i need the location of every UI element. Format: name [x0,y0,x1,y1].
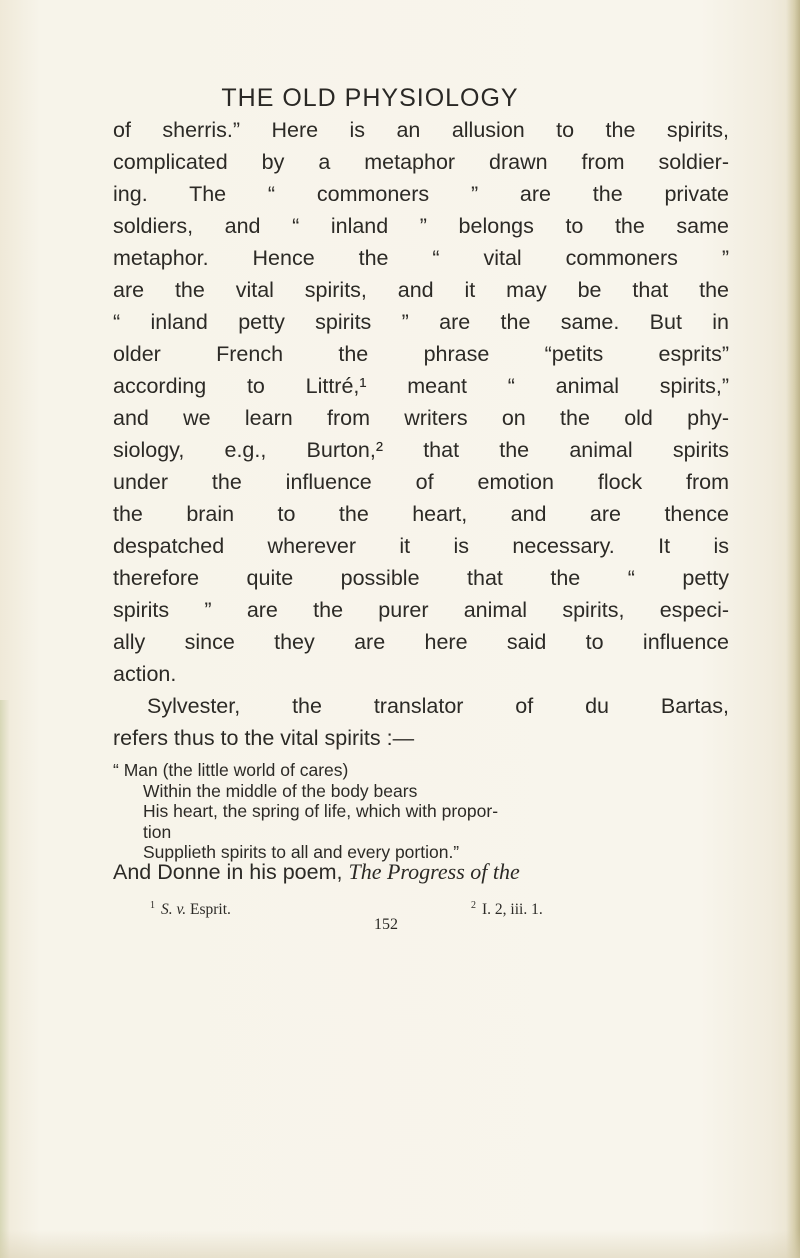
running-head: THE OLD PHYSIOLOGY [221,84,519,112]
text-line: refers thus to the vital spirits :— [113,726,415,750]
text-line: metaphor. Hence the “ vital commoners ” [113,246,729,270]
text-line: according to Littré,¹ meant “ animal spirits,” [113,374,729,398]
text-line: Sylvester, the translator of du Bartas, [147,694,729,718]
text-line: complicated by a metaphor drawn from soldier- [113,150,729,174]
footnote-mark: 1 [150,900,155,911]
verse-line: tion [143,821,172,842]
page-edge-shadow [786,0,800,1258]
page-edge-stain [0,700,10,1258]
page-number [0,916,800,934]
text-line: action. [113,662,177,686]
verse-line: Within the middle of the body bears [143,780,418,801]
closing-line-title: The Progress of the [348,859,520,884]
text-line: spirits ” are the purer animal spirits, especi- [113,598,729,622]
body-text [113,114,729,754]
text-line: despatched wherever it is necessary. It is [113,534,729,558]
text-line: are the vital spirits, and it may be that the [113,278,729,302]
text-line: ally since they are here said to influence [113,630,729,654]
text-line: older French the phrase “petits esprits” [113,342,729,366]
footnote-text: Esprit. [189,901,231,918]
text-line: and we learn from writers on the old phy- [113,406,729,430]
page-bottom-shade [0,1230,800,1258]
footnote-ref: S. v. [161,901,187,918]
verse-line: “ Man (the little world of cares) [113,760,349,780]
verse-line: His heart, the spring of life, which with propor- [143,801,499,821]
text-line: “ inland petty spirits ” are the same. But in [113,310,729,334]
footnote-mark: 2 [471,900,476,911]
text-line: the brain to the heart, and are thence [113,502,729,526]
verse-quotation [113,760,733,863]
closing-line-text: And Donne in his poem, [113,860,343,884]
text-line: ing. The “ commoners ” are the private [113,182,729,206]
footnote-text: I. 2, iii. 1. [482,901,543,918]
text-line: soldiers, and “ inland ” belongs to the same [113,214,729,238]
closing-line [113,856,731,888]
text-line: under the influence of emotion flock from [113,470,729,494]
text-line: therefore quite possible that the “ petty [113,566,729,590]
page-number-text: 152 [374,916,398,933]
text-line: of sherris.” Here is an allusion to the spirits, [113,118,729,142]
text-line: siology, e.g., Burton,² that the animal spirits [113,438,729,462]
verse-line: Supplieth spirits to all and every portion.” [143,842,460,862]
